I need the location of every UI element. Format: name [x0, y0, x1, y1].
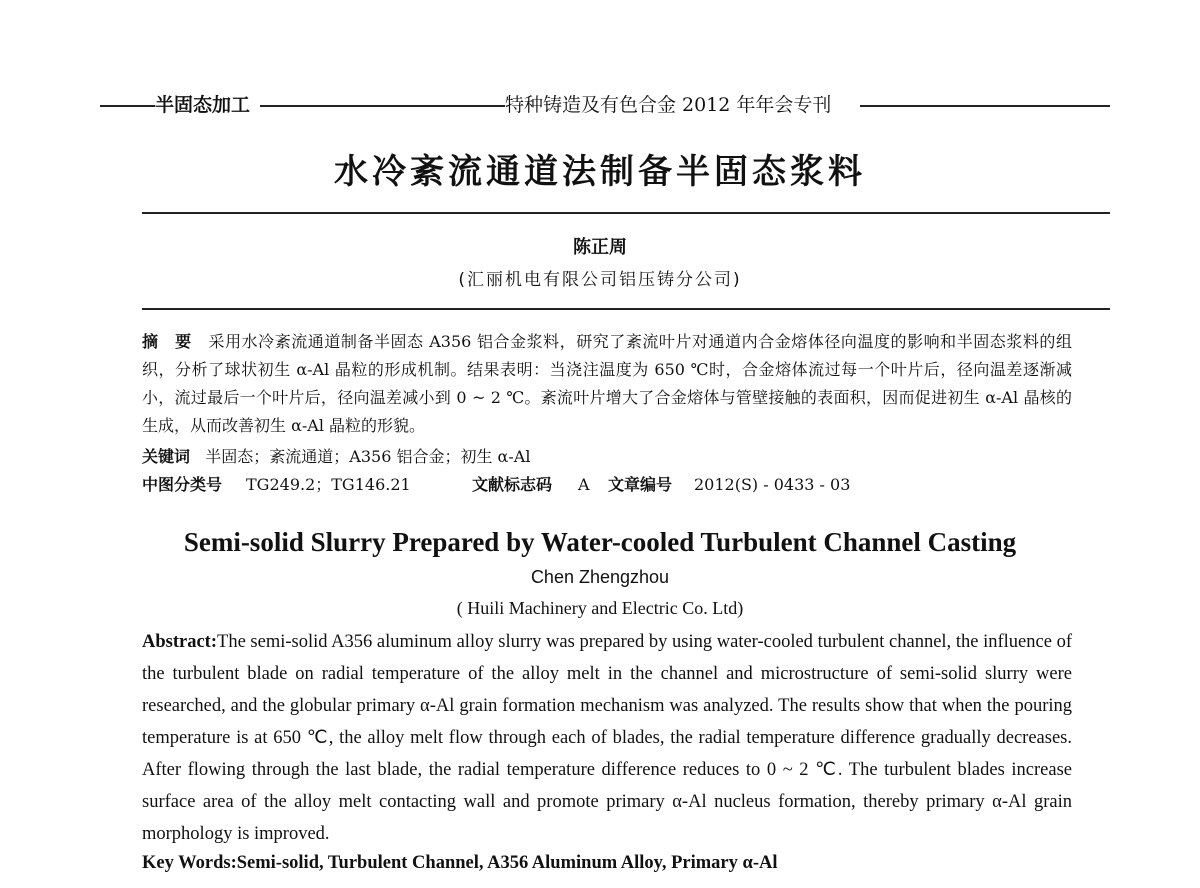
keywords-cn [142, 444, 1072, 470]
abstract-cn-text: 采用水冷紊流通道制备半固态 A356 铝合金浆料，研究了紊流叶片对通道内合金熔体径向温度的影响和半固态浆料的组织，分析了球状初生 α-Al 晶粒的形成机制。结果表明：当浇注温度为 650 ℃时，合金熔体流过每一个叶片后，径向温差逐渐减小，流过最后一个叶片后，径向温差减小到 0 ~ 2 ℃。紊流叶片增大了合金熔体与管壁接触的表面积，因而促进初生 α-Al 晶核的生成，从而改善初生 α-Al 晶粒的形貌。 [142, 332, 1072, 435]
clc-label: 中图分类号 [142, 475, 223, 494]
abstract-en-text: The semi-solid A356 aluminum alloy slurry was prepared by using water-cooled turbulent channel, the influence of the turbulent blade on radial temperature of the alloy melt in the channel and microstructure of semi-solid slurry were researched, and the globular primary α-Al grain formation mechanism was analyzed. The results show that when the pouring temperature is at 650 ℃, the alloy melt flow through each of blades, the radial temperature difference gradually decreases. After flowing through the last blade, the radial temperature difference reduces to 0 ~ 2 ℃. The turbulent blades increase surface area of the alloy melt contacting wall and promote primary α-Al nucleus formation, thereby primary α-Al grain morphology is improved. [142, 632, 1072, 844]
keywords-cn-text: 半固态；紊流通道；A356 铝合金；初生 α-Al [205, 447, 531, 466]
article-number-value: 2012(S) - 0433 - 03 [694, 475, 851, 494]
header-rule-right [860, 105, 1110, 107]
keywords-en: Key Words:Semi-solid, Turbulent Channel, A356 Aluminum Alloy, Primary α-Al [142, 853, 778, 873]
author-rule [142, 308, 1110, 310]
keywords-en-label: Key Words [142, 853, 231, 873]
page-title-en: Semi-solid Slurry Prepared by Water-cooled Turbulent Channel Casting [183, 527, 1017, 557]
title-rule [142, 212, 1110, 214]
header-journal: 特种铸造及有色合金 2012 年年会专刊 [505, 94, 832, 116]
abstract-en: Abstract:The semi-solid A356 aluminum alloy slurry was prepared by using water-cooled turbulent channel, the influence of the turbulent blade on radial temperature of the alloy melt in the channel and microstructure of semi-solid slurry were researched, and the globular primary α-Al grain formation mechanism was analyzed. The results show that when the pouring temperature is at 650 ℃, the alloy melt flow through each of blades, the radial temperature difference gradually decreases. After flowing through the last blade, the radial temperature difference reduces to 0 ~ 2 ℃. The turbulent blades increase surface area of the alloy melt contacting wall and promote primary α-Al nucleus formation, thereby primary α-Al grain morphology is improved. [142, 632, 1072, 844]
doc-code-label: 文献标志码 [472, 475, 553, 494]
keywords-cn-label: 关键词 [142, 447, 191, 466]
abstract-en-label: Abstract [142, 632, 211, 652]
affiliation-en: ( Huili Machinery and Electric Co. Ltd) [456, 598, 744, 618]
classification-row [142, 472, 1072, 498]
clc-value: TG249.2；TG146.21 [246, 475, 411, 494]
abstract-cn-label: 摘 要 [142, 332, 192, 351]
doc-code-value: A [578, 475, 590, 494]
affiliation-cn: (汇丽机电有限公司铝压铸分公司) [458, 270, 742, 290]
keywords-en-text: Semi-solid, Turbulent Channel, A356 Aluminum Alloy, Primary α-Al [236, 853, 778, 873]
header-rule-left [100, 105, 160, 107]
page-title-cn: 水冷紊流通道法制备半固态浆料 [334, 152, 866, 192]
article-number-label: 文章编号 [608, 475, 673, 494]
abstract-cn [142, 328, 1072, 440]
running-header [100, 92, 1110, 118]
header-rule-middle [260, 105, 510, 107]
author-en: Chen Zhengzhou [530, 567, 670, 587]
author-cn: 陈正周 [573, 237, 627, 258]
header-section: 半固态加工 [155, 94, 251, 116]
